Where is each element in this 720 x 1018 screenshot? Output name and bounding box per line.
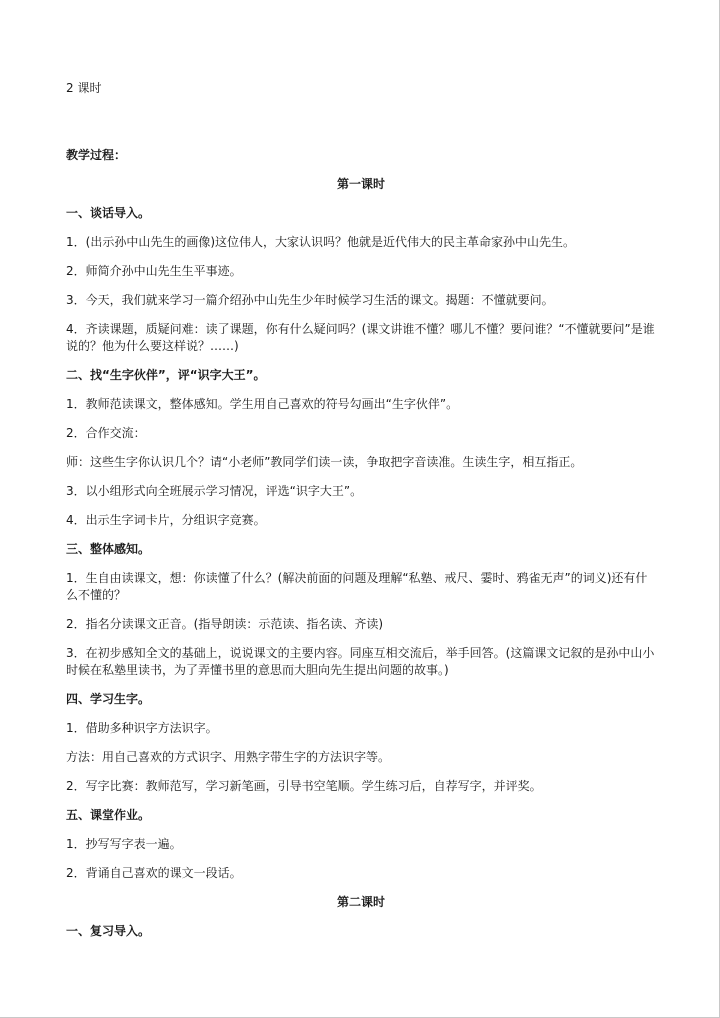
paragraph: 2．写字比赛：教师范写，学习新笔画，引导书空笔顺。学生练习后，自荐写字，并评奖。 — [66, 779, 542, 793]
paragraph: 3．以小组形式向全班展示学习情况，评选“识字大王”。 — [66, 484, 363, 498]
paragraph: 1．抄写写字表一遍。 — [66, 837, 182, 851]
paragraph: 2．指名分读课文正音。(指导朗读：示范读、指名读、齐读) — [66, 617, 384, 631]
paragraph: 2．师简介孙中山先生生平事迹。 — [66, 264, 242, 278]
paragraph: 2．合作交流： — [66, 426, 146, 440]
paragraph: 师：这些生字你认识几个？请“小老师”教同学们读一读，争取把字音读准。生读生字，相互指正。 — [66, 455, 583, 469]
document-body — [66, 80, 656, 952]
section-heading: 三、整体感知。 — [66, 542, 151, 556]
paragraph: 1．教师范读课文，整体感知。学生用自己喜欢的符号勾画出“生字伙伴”。 — [66, 397, 459, 411]
paragraph: 3．在初步感知全文的基础上，说说课文的主要内容。同座互相交流后，举手回答。(这篇课文记叙的是孙中山小时候在私塾里读书，为了弄懂书里的意思而大胆向先生提出问题的故事。) — [66, 646, 655, 677]
paragraph: 1．借助多种识字方法识字。 — [66, 721, 218, 735]
paragraph: 2 课时 — [66, 81, 102, 95]
paragraph: 3．今天，我们就来学习一篇介绍孙中山先生少年时候学习生活的课文。揭题：不懂就要问。 — [66, 293, 554, 307]
paragraph: 1．(出示孙中山先生的画像)这位伟人，大家认识吗？他就是近代伟大的民主革命家孙中山先生。 — [66, 235, 576, 249]
section-heading: 五、课堂作业。 — [66, 808, 151, 822]
paragraph: 2．背诵自己喜欢的课文一段话。 — [66, 866, 242, 880]
paragraph: 1．生自由读课文，想：你读懂了什么？(解决前面的问题及理解“私塾、戒尺、霎时、鸦雀无声”的词义)还有什么不懂的？ — [66, 571, 648, 602]
section-heading: 二、找“生字伙伴”，评“识字大王”。 — [66, 368, 266, 382]
lesson-title: 第一课时 — [336, 177, 385, 191]
section-heading: 一、复习导入。 — [66, 924, 151, 938]
paragraph: 方法：用自己喜欢的方式识字、用熟字带生字的方法识字等。 — [66, 750, 391, 764]
blank-line — [66, 109, 656, 126]
lesson-title: 第二课时 — [336, 895, 385, 909]
section-heading: 四、学习生字。 — [66, 692, 151, 706]
section-heading: 一、谈话导入。 — [66, 206, 151, 220]
paragraph: 4．齐读课题，质疑问难：读了课题，你有什么疑问吗？(课文讲谁不懂？哪儿不懂？要问谁？“不懂就要问”是谁说的？他为什么要这样说？……) — [66, 322, 655, 353]
section-heading: 教学过程： — [66, 148, 127, 162]
paragraph: 4．出示生字词卡片，分组识字竞赛。 — [66, 513, 266, 527]
